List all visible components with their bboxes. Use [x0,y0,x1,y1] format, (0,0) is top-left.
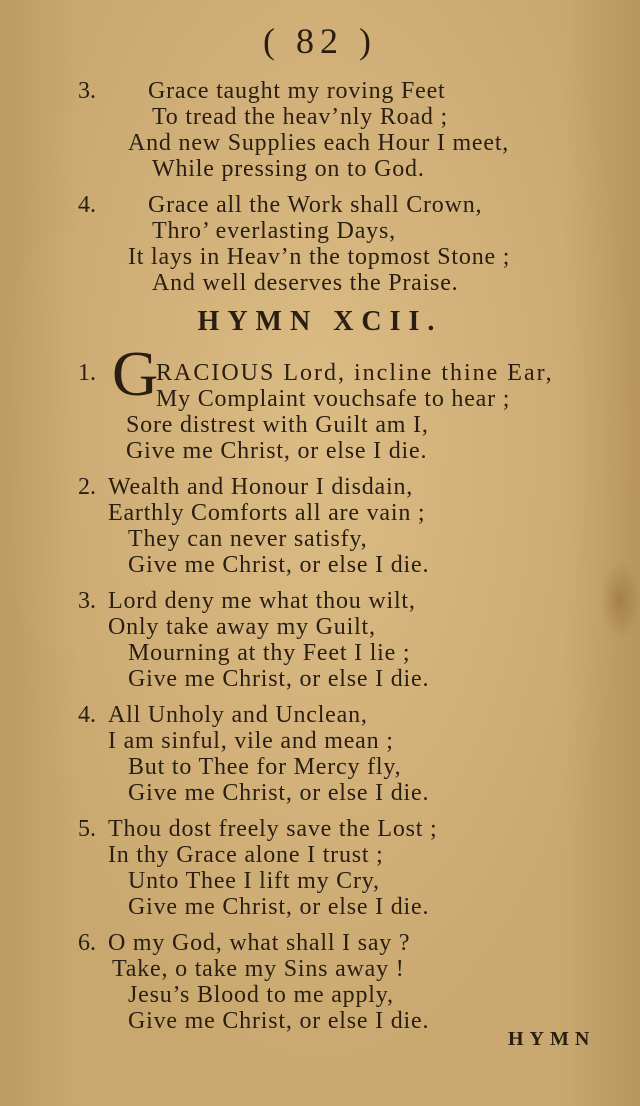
catchword: HYMN [508,1028,596,1050]
verse-line: Give me Christ, or else I die. [128,552,430,578]
verse-line: Give me Christ, or else I die. [126,438,428,464]
verse-line: Wealth and Honour I disdain, [108,474,414,500]
verse-line: Unto Thee I lift my Cry, [128,868,380,894]
verse-line: Only take away my Guilt, [108,614,376,640]
verse-line: And new Supplies each Hour I meet, [128,130,510,156]
verse-line: Grace all the Work shall Crown, [148,192,483,218]
verse-line: Give me Christ, or else I die. [128,894,430,920]
verse-line: It lays in Heav’n the topmost Stone ; [128,244,511,270]
verse-line: O my God, what shall I say ? [108,930,411,956]
verse-number: 4. [78,192,96,218]
verse-line: Jesu’s Blood to me apply, [128,982,394,1008]
verse-number: 2. [78,474,96,500]
verse-number: 3. [78,78,96,104]
verse-line: Earthly Comforts all are vain ; [108,500,426,526]
verse-number: 3. [78,588,96,614]
drop-cap: G [112,338,159,409]
verse-line: To tread the heav’nly Road ; [152,104,448,130]
verse-line: In thy Grace alone I trust ; [108,842,384,868]
verse-line: Thro’ everlasting Days, [152,218,396,244]
verse-line: Mourning at thy Feet I lie ; [128,640,411,666]
verse-line: My Complaint vouchsafe to hear ; [156,386,511,412]
verse-line: Give me Christ, or else I die. [128,666,430,692]
verse-number: 4. [78,702,96,728]
verse-number: 6. [78,930,96,956]
verse-line: RACIOUS Lord, incline thine Ear, [156,360,554,386]
paper-stain [600,560,640,640]
verse-line: Sore distrest with Guilt am I, [126,412,429,438]
verse-line: While pressing on to God. [152,156,425,182]
verse-line: Give me Christ, or else I die. [128,780,430,806]
verse-line: But to Thee for Mercy fly, [128,754,402,780]
verse-line: Lord deny me what thou wilt, [108,588,416,614]
verse-line: And well deserves the Praise. [152,270,459,296]
verse-line: They can never satisfy, [128,526,368,552]
verse-line: I am sinful, vile and mean ; [108,728,394,754]
verse-line: All Unholy and Unclean, [108,702,368,728]
verse-line: Take, o take my Sins away ! [112,956,405,982]
hymn-title: HYMN XCII. [197,306,443,337]
verse-line: Grace taught my roving Feet [148,78,446,104]
verse-number: 5. [78,816,96,842]
verse-line: Thou dost freely save the Lost ; [108,816,438,842]
verse-line: Give me Christ, or else I die. [128,1008,430,1034]
verse-number: 1. [78,360,96,386]
page-number: ( 82 ) [263,21,377,61]
